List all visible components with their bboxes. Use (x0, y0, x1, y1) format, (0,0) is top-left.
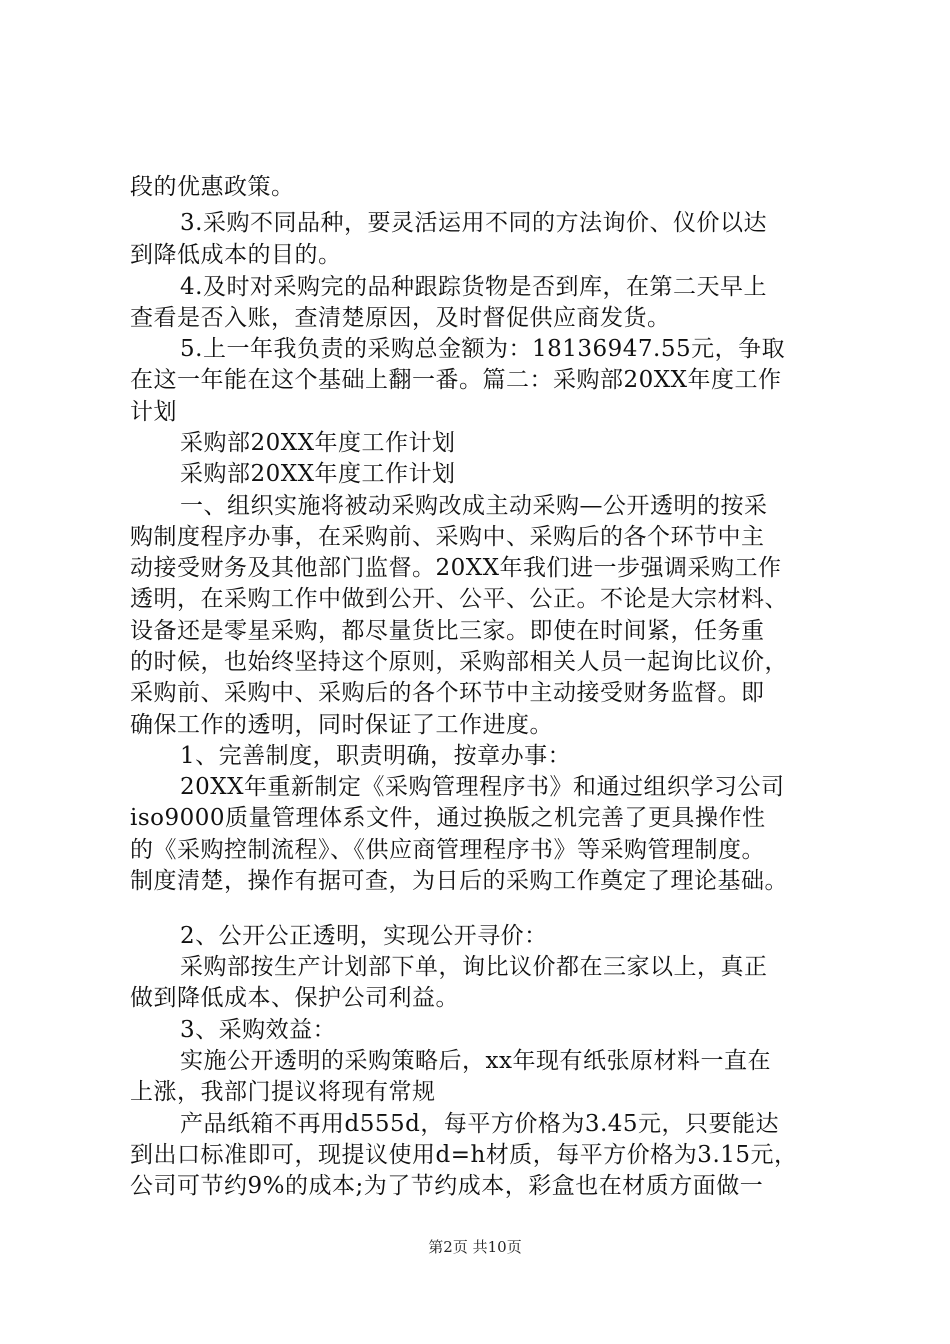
text-line: 5.上一年我负责的采购总金额为：18136947.55元，争取 (180, 336, 786, 362)
text-line: 计划 (130, 399, 177, 425)
text-line: 上涨，我部门提议将现有常规 (130, 1079, 436, 1105)
text-line: 3.采购不同品种，要灵活运用不同的方法询价、仪价以达 (180, 210, 767, 236)
text-line: 4.及时对采购完的品种跟踪货物是否到库，在第二天早上 (180, 274, 767, 300)
text-line: 采购前、采购中、采购后的各个环节中主动接受财务监督。即 (130, 680, 765, 706)
text-line: 20XX年重新制定《采购管理程序书》和通过组织学习公司 (180, 774, 785, 800)
text-line: 实施公开透明的采购策略后，xx年现有纸张原材料一直在 (180, 1048, 771, 1074)
text-line: 2、公开公正透明，实现公开寻价： (180, 923, 548, 949)
text-line: 1、完善制度，职责明确，按章办事： (180, 743, 572, 769)
text-line: iso9000质量管理体系文件，通过换版之机完善了更具操作性 (130, 805, 766, 831)
text-line: 到出口标准即可，现提议使用d=h材质，每平方价格为3.15元， (130, 1142, 798, 1168)
text-line: 公司可节约9%的成本;为了节约成本，彩盒也在材质方面做一 (130, 1173, 764, 1199)
text-line: 动接受财务及其他部门监督。20XX年我们进一步强调采购工作 (130, 555, 782, 581)
text-line: 段的优惠政策。 (130, 174, 295, 200)
text-line: 3、采购效益： (180, 1017, 337, 1043)
text-line: 制度清楚，操作有据可查，为日后的采购工作奠定了理论基础。 (130, 868, 788, 894)
text-line: 做到降低成本、保护公司利益。 (130, 985, 459, 1011)
text-line: 到降低成本的目的。 (130, 242, 342, 268)
text-line: 确保工作的透明，同时保证了工作进度。 (130, 712, 553, 738)
text-line: 的《采购控制流程》、《供应商管理程序书》等采购管理制度。 (130, 837, 765, 863)
text-line: 透明，在采购工作中做到公开、公平、公正。不论是大宗材料、 (130, 586, 788, 612)
text-line: 产品纸箱不再用d555d，每平方价格为3.45元，只要能达 (180, 1111, 780, 1137)
text-line: 的时候，也始终坚持这个原则，采购部相关人员一起询比议价， (130, 649, 788, 675)
text-line: 在这一年能在这个基础上翻一番。篇二：采购部20XX年度工作 (130, 367, 782, 393)
text-line: 购制度程序办事，在采购前、采购中、采购后的各个环节中主 (130, 524, 765, 550)
text-line: 查看是否入账，查清楚原因，及时督促供应商发货。 (130, 305, 671, 331)
text-line: 设备还是零星采购，都尽量货比三家。即使在时间紧，任务重 (130, 618, 765, 644)
page-number-footer: 第2页 共10页 (428, 1238, 522, 1256)
text-line: 采购部20XX年度工作计划 (180, 430, 456, 456)
text-line: 采购部按生产计划部下单，询比议价都在三家以上，真正 (180, 954, 768, 980)
text-line: 采购部20XX年度工作计划 (180, 461, 456, 487)
text-line: 一、组织实施将被动采购改成主动采购—公开透明的按采 (180, 493, 768, 519)
